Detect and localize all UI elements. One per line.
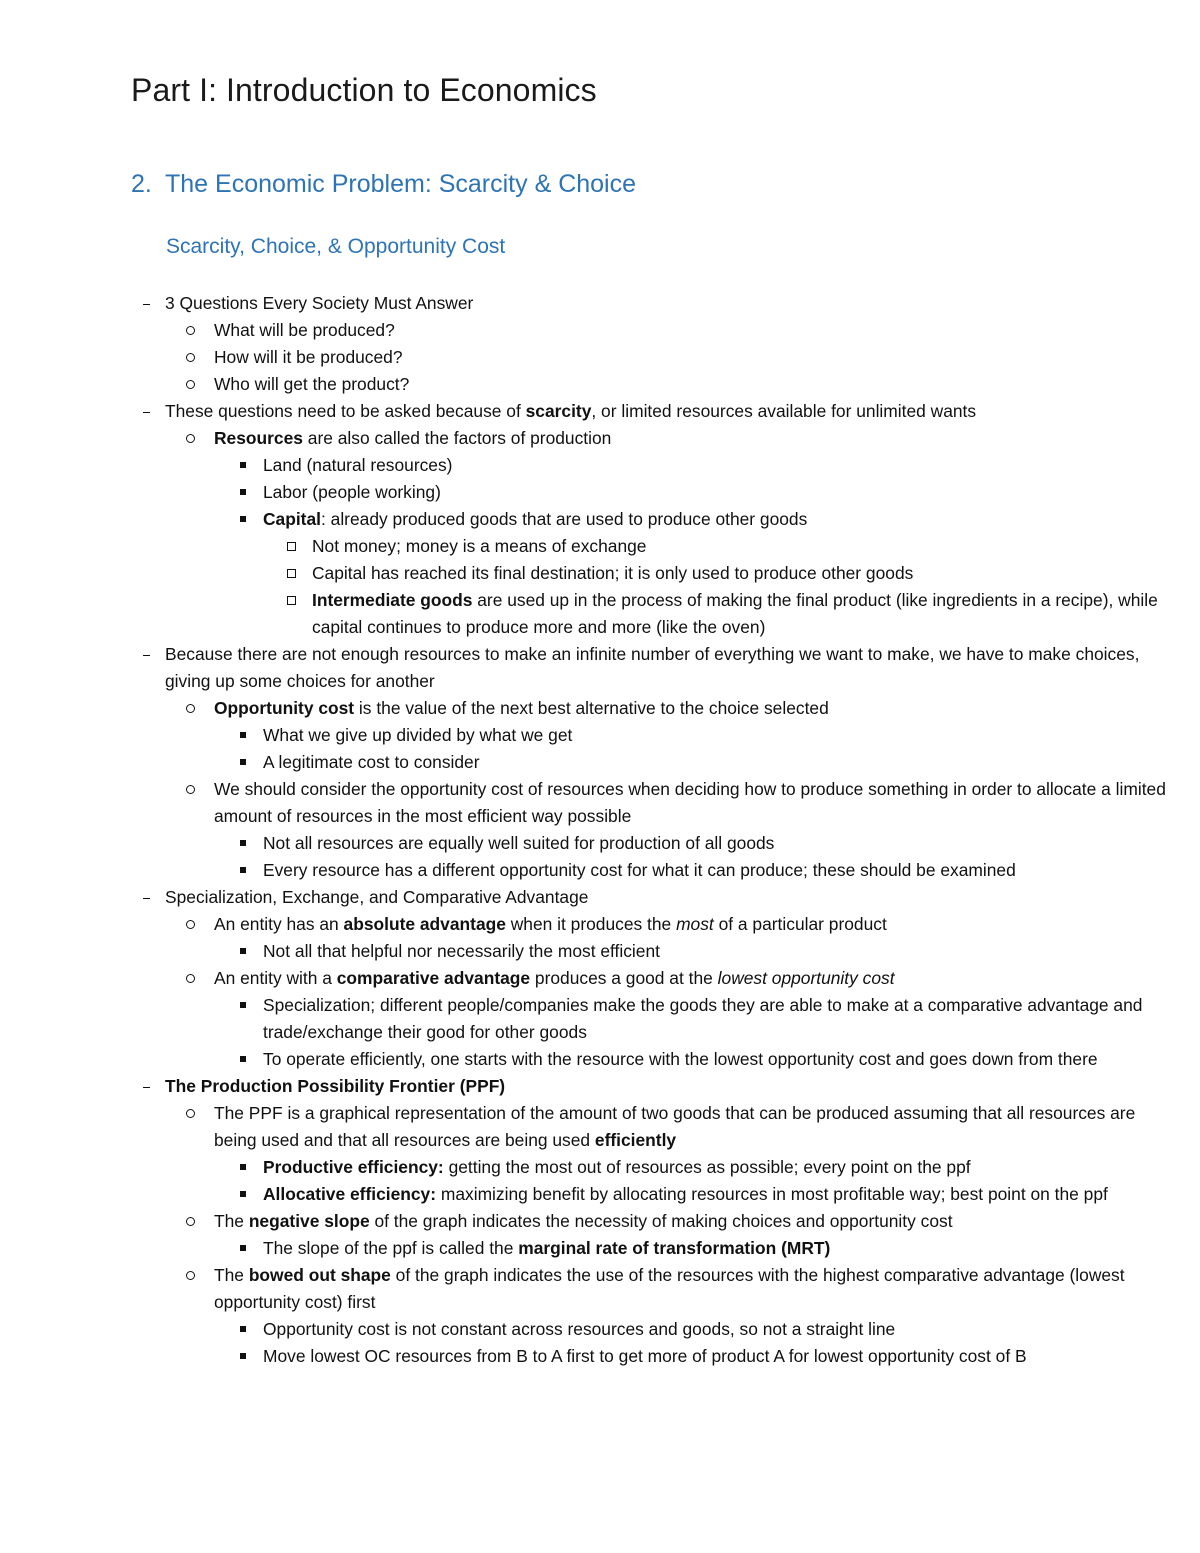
outline-item-text [263,857,1173,884]
outline-item-text [263,506,1173,533]
filled-square-bullet-icon [240,1181,250,1208]
outline-item-text [263,722,1173,749]
outline-item-level-3 [0,722,1200,749]
outline-item-level-2 [0,1100,1200,1154]
bold-term: Opportunity cost [214,698,355,718]
outline-item-text [214,965,1174,992]
section-title: The Economic Problem: Scarcity & Choice [165,170,637,198]
hollow-circle-bullet-icon [186,965,198,992]
filled-square-bullet-icon [240,830,250,857]
text-run: Specialization; different people/companies make the goods they are able to make at a comparative advantage and trade/exchange their good for other goods [263,995,1143,1042]
outline-item-text [263,830,1173,857]
italic-term: lowest opportunity cost [717,968,895,988]
page-title: Part I: Introduction to Economics [131,72,597,108]
outline-item-level-3 [0,749,1200,776]
outline-item-text [214,1208,1174,1235]
outline-item-level-3 [0,992,1200,1046]
bold-term: Intermediate goods [312,590,473,610]
filled-square-bullet-icon [240,1343,250,1370]
filled-square-bullet-icon [240,938,250,965]
text-run: An entity has an [214,914,344,934]
outline-item-level-2 [0,317,1200,344]
bold-term: Allocative efficiency: [263,1184,437,1204]
outline-item-level-2 [0,344,1200,371]
outline-item-text [312,533,1172,560]
text-run: are used up in the process of making the final product (like ingredients in a recipe), while capital continues to produce more and more (like the oven) [312,590,1158,637]
bold-term: marginal rate of transformation (MRT) [518,1238,831,1258]
text-run: of a particular product [713,914,887,934]
hollow-circle-bullet-icon [186,695,198,722]
hollow-square-bullet-icon [287,560,299,587]
filled-square-bullet-icon [240,479,250,506]
outline-item-level-3 [0,1046,1200,1073]
filled-square-bullet-icon [240,1154,250,1181]
outline-item-text [214,695,1174,722]
italic-term: most [676,914,714,934]
outline-item-level-2 [0,911,1200,938]
outline-item-text [263,1235,1173,1262]
bold-term: efficiently [594,1130,677,1150]
text-run: These questions need to be asked because of [165,401,526,421]
text-run: To operate efficiently, one starts with the resource with the lowest opportunity cost and goes down from there [263,1049,1098,1069]
notes-outline [0,290,1200,1370]
text-run: Every resource has a different opportunity cost for what it can produce; these should be examined [263,860,1016,880]
outline-item-text [165,290,1175,317]
text-run: How will it be produced? [214,347,403,367]
text-run: when it produces the [505,914,677,934]
outline-item-text [165,398,1175,425]
outline-item-text [263,1343,1173,1370]
text-run: : already produced goods that are used to produce other goods [320,509,808,529]
text-run: of the graph indicates the use of the resources with the highest comparative advantage (lowest opportunity cost) first [214,1265,1125,1312]
outline-item-level-1 [0,398,1200,425]
filled-square-bullet-icon [240,452,250,479]
text-run: 3 Questions Every Society Must Answer [165,293,474,313]
outline-item-level-3 [0,857,1200,884]
text-run: The slope of the ppf is called the [263,1238,519,1258]
bold-term: comparative advantage [336,968,531,988]
outline-item-level-3 [0,1154,1200,1181]
filled-square-bullet-icon [240,992,250,1019]
text-run: Not money; money is a means of exchange [312,536,647,556]
filled-square-bullet-icon [240,857,250,884]
hollow-circle-bullet-icon [186,1100,198,1127]
outline-item-text [263,1181,1173,1208]
outline-item-level-1 [0,884,1200,911]
outline-item-text [263,452,1173,479]
bold-term: negative slope [248,1211,370,1231]
outline-item-level-1 [0,641,1200,695]
outline-item-level-4 [0,560,1200,587]
outline-item-text [165,884,1175,911]
bold-term: Resources [214,428,303,448]
text-run: getting the most out of resources as possible; every point on the ppf [443,1157,971,1177]
text-run: The [214,1211,249,1231]
hollow-circle-bullet-icon [186,1208,198,1235]
outline-item-text [263,1154,1173,1181]
text-run: The [214,1265,249,1285]
outline-item-text [263,992,1173,1046]
outline-item-text [263,938,1173,965]
text-run: Who will get the product? [214,374,410,394]
outline-item-level-4 [0,587,1200,641]
text-run: What we give up divided by what we get [263,725,573,745]
bold-term: Productive efficiency: [263,1157,444,1177]
subsection-heading: Scarcity, Choice, & Opportunity Cost [166,235,506,258]
text-run: is the value of the next best alternative to the choice selected [354,698,829,718]
text-run: Land (natural resources) [263,455,453,475]
text-run: Capital has reached its final destination; it is only used to produce other goods [312,563,914,583]
filled-square-bullet-icon [240,506,250,533]
filled-square-bullet-icon [240,749,250,776]
outline-item-level-3 [0,1235,1200,1262]
bold-term: The Production Possibility Frontier (PPF) [165,1076,506,1096]
outline-item-level-3 [0,506,1200,533]
bold-term: absolute advantage [343,914,506,934]
hollow-circle-bullet-icon [186,317,198,344]
text-run: Because there are not enough resources to make an infinite number of everything we want to make, we have to make choices, giving up some choices for another [165,644,1140,691]
outline-item-text [214,1262,1174,1316]
filled-square-bullet-icon [240,1046,250,1073]
hollow-circle-bullet-icon [186,1262,198,1289]
outline-item-level-2 [0,1262,1200,1316]
filled-square-bullet-icon [240,1235,250,1262]
hollow-circle-bullet-icon [186,425,198,452]
bold-term: bowed out shape [248,1265,391,1285]
section-number: 2. [131,170,152,198]
outline-item-level-3 [0,1316,1200,1343]
outline-item-level-3 [0,479,1200,506]
outline-item-text [263,1316,1173,1343]
outline-item-level-2 [0,965,1200,992]
bold-term: Capital [263,509,321,529]
outline-item-text [214,425,1174,452]
outline-item-level-4 [0,533,1200,560]
hollow-circle-bullet-icon [186,911,198,938]
outline-item-text [214,911,1174,938]
text-run: Labor (people working) [263,482,441,502]
text-run: An entity with a [214,968,337,988]
hollow-circle-bullet-icon [186,371,198,398]
outline-item-text [165,1073,1175,1100]
text-run: are also called the factors of production [302,428,612,448]
outline-item-level-3 [0,1181,1200,1208]
text-run: A legitimate cost to consider [263,752,480,772]
outline-item-text [214,317,1174,344]
text-run: produces a good at the [530,968,718,988]
outline-item-level-3 [0,830,1200,857]
text-run: , or limited resources available for unlimited wants [591,401,977,421]
outline-item-text [263,749,1173,776]
outline-item-level-3 [0,1343,1200,1370]
outline-item-level-3 [0,938,1200,965]
outline-item-level-2 [0,1208,1200,1235]
outline-item-text [214,371,1174,398]
outline-item-text [263,479,1173,506]
filled-square-bullet-icon [240,1316,250,1343]
hollow-square-bullet-icon [287,533,299,560]
text-run: maximizing benefit by allocating resources in most profitable way; best point on the ppf [436,1184,1108,1204]
text-run: Not all that helpful nor necessarily the most efficient [263,941,660,961]
hollow-circle-bullet-icon [186,344,198,371]
outline-item-level-2 [0,425,1200,452]
text-run: The PPF is a graphical representation of the amount of two goods that can be produced assuming that all resources are being used and that all resources are being used [214,1103,1136,1150]
outline-item-text [263,1046,1173,1073]
text-run: Not all resources are equally well suited for production of all goods [263,833,775,853]
outline-item-text [214,1100,1174,1154]
outline-item-level-2 [0,695,1200,722]
bold-term: scarcity [525,401,592,421]
text-run: Specialization, Exchange, and Comparative Advantage [165,887,589,907]
filled-square-bullet-icon [240,722,250,749]
outline-item-text [312,587,1172,641]
section-heading [131,170,636,199]
hollow-square-bullet-icon [287,587,299,614]
hollow-circle-bullet-icon [186,776,198,803]
text-run: What will be produced? [214,320,395,340]
text-run: Move lowest OC resources from B to A first to get more of product A for lowest opportunity cost of B [263,1346,1027,1366]
text-run: of the graph indicates the necessity of making choices and opportunity cost [369,1211,953,1231]
outline-item-text [165,641,1175,695]
outline-item-level-1 [0,290,1200,317]
outline-item-text [214,344,1174,371]
outline-item-level-2 [0,776,1200,830]
outline-item-text [312,560,1172,587]
outline-item-text [214,776,1174,830]
text-run: We should consider the opportunity cost of resources when deciding how to produce something in order to allocate a limited amount of resources in the most efficient way possible [214,779,1166,826]
outline-item-level-1 [0,1073,1200,1100]
outline-item-level-2 [0,371,1200,398]
text-run: Opportunity cost is not constant across resources and goods, so not a straight line [263,1319,896,1339]
outline-item-level-3 [0,452,1200,479]
